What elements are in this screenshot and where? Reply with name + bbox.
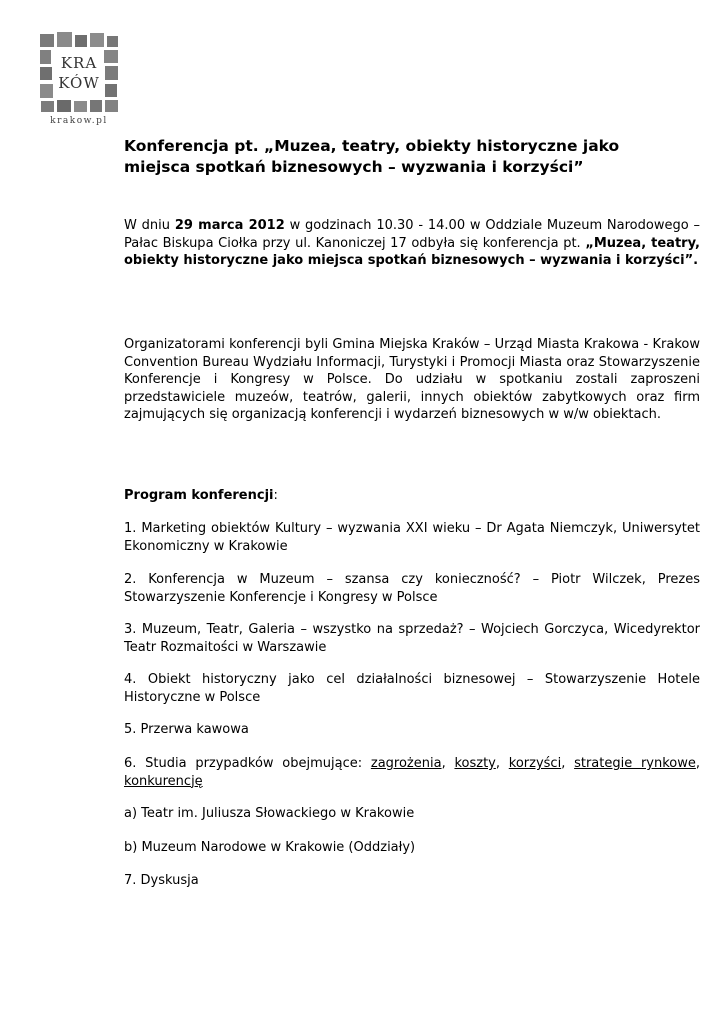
item6-sep: ,: [561, 756, 575, 771]
event-date: 29 marca 2012: [174, 218, 285, 233]
program-sub-a: a) Teatr im. Juliusza Słowackiego w Krakowie: [124, 806, 415, 821]
program-item-3: 3. Muzeum, Teatr, Galeria – wszystko na sprzedaż? – Wojciech Gorczyca, Wicedyrektor Teatr Rozmaitości w Warszawie: [124, 622, 700, 655]
program-item-5: 5. Przerwa kawowa: [124, 722, 249, 737]
link-strategie-rynkowe[interactable]: strategie rynkowe: [574, 756, 696, 771]
program-heading-text: Program konferencji: [124, 488, 274, 503]
link-korzysci[interactable]: korzyści: [508, 756, 562, 771]
program-heading: [124, 487, 700, 505]
organizers-paragraph: Organizatorami konferencji byli Gmina Miejska Kraków – Urząd Miasta Krakowa - Krakow Convention Bureau Wydziału Informacji, Turystyki i Promocji Miasta oraz Stowarzyszenie Konferencje i Kongresy w Polsce. Do udziału w spotkaniu zostali zaproszeni przedstawiciele muzeów, teatrów, galerii, innych obiektów zabytkowych oraz firm zajmujących się organizacją konferencji i wydarzeń biznesowych w w/w obiektach.: [124, 337, 700, 422]
intro-text-1: W dniu: [124, 218, 175, 233]
program-sub-b: b) Muzeum Narodowe w Krakowie (Oddziały): [124, 840, 416, 855]
program-item-6: [124, 755, 700, 790]
intro-text-2: w godzinach 10.30 - 14.00 w Oddziale Muzeum Narodowego – Pałac Biskupa Ciołka przy ul. Kanoniczej 17 odbyła się konferencja pt.: [124, 218, 700, 251]
item6-sep: ,: [695, 756, 701, 771]
item6-prefix: 6. Studia przypadków obejmujące:: [124, 756, 371, 771]
item6-sep: ,: [441, 756, 455, 771]
intro-paragraph: [124, 217, 700, 270]
program-item-4: 4. Obiekt historyczny jako cel działalności biznesowej – Stowarzyszenie Hotele Historyczne w Polsce: [124, 672, 700, 705]
conference-name: „Muzea, teatry, obiekty historyczne jako miejsca spotkań biznesowych – wyzwania i korzyści”.: [124, 235, 700, 268]
logo-line2: KÓW: [58, 74, 100, 92]
program-item-7: 7. Dyskusja: [124, 873, 199, 888]
link-koszty[interactable]: koszty: [454, 756, 496, 771]
page-title: Konferencja pt. „Muzea, teatry, obiekty historyczne jako miejsca spotkań biznesowych – wyzwania i korzyści”: [124, 137, 620, 176]
logo-domain: krakow.pl: [50, 116, 108, 126]
item6-sep: ,: [495, 756, 509, 771]
program-item-1: 1. Marketing obiektów Kultury – wyzwania XXI wieku – Dr Agata Niemczyk, Uniwersytet Ekonomiczny w Krakowie: [124, 521, 700, 554]
program-heading-colon: :: [273, 488, 278, 503]
program-item-2: 2. Konferencja w Muzeum – szansa czy konieczność? – Piotr Wilczek, Prezes Stowarzyszenie Konferencje i Kongresy w Polsce: [124, 572, 700, 605]
krakow-logo: [38, 30, 120, 126]
logo-line1: KRA: [60, 54, 98, 72]
link-konkurencje[interactable]: konkurencję: [124, 773, 203, 789]
link-zagrozenia[interactable]: zagrożenia: [370, 756, 442, 771]
